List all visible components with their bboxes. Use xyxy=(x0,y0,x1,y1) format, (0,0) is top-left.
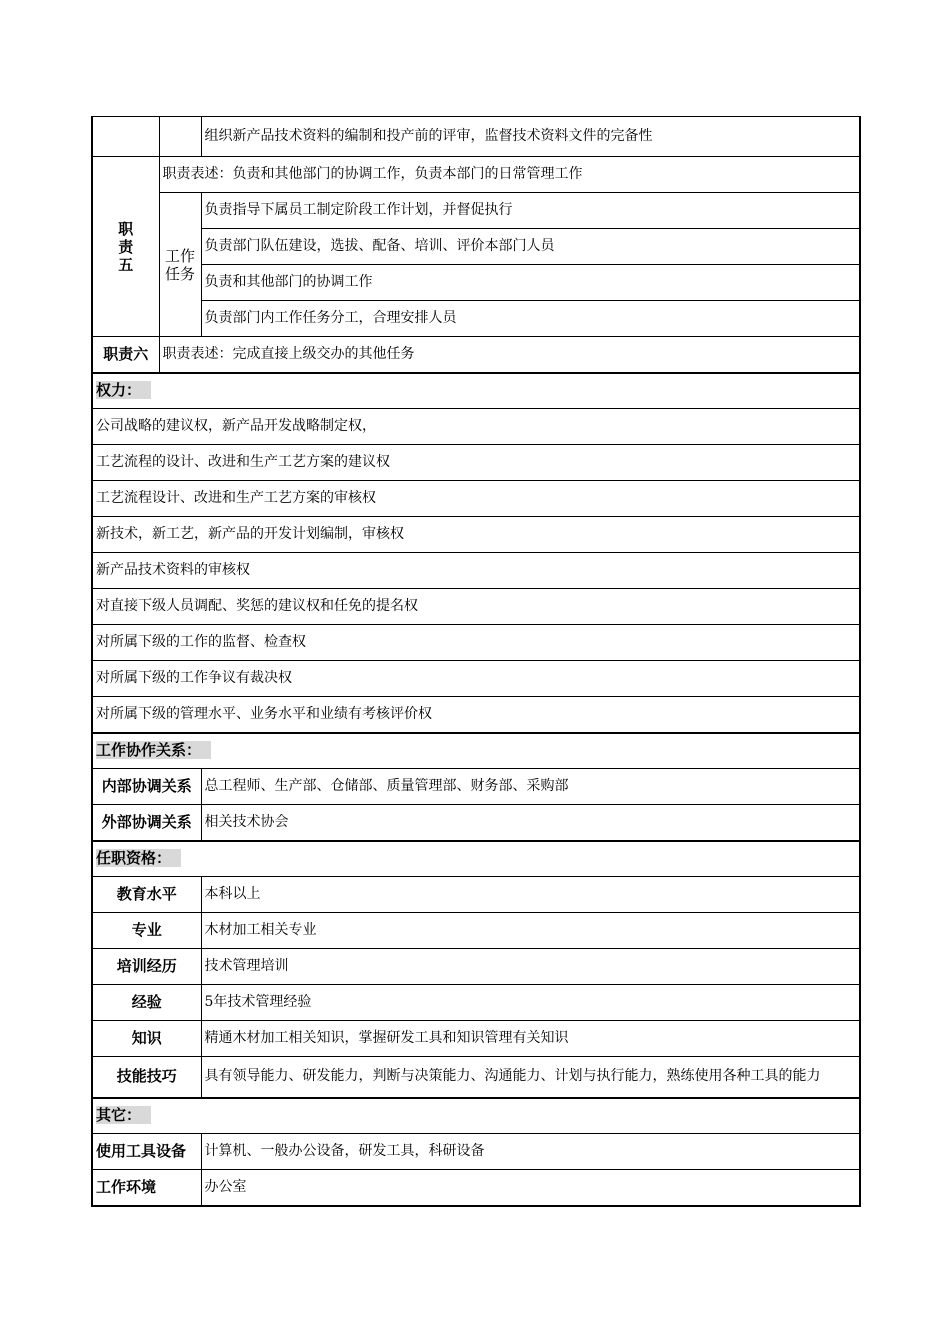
others-title: 其它： xyxy=(96,1106,151,1124)
duty5-desc-row xyxy=(92,157,860,193)
duty5-label-char: 责 xyxy=(118,237,134,256)
qualification-value: 5年技术管理经验 xyxy=(201,985,860,1021)
duty5-task-item: 负责部门队伍建设，选拔、配备、培训、评价本部门人员 xyxy=(201,229,860,265)
power-row xyxy=(92,697,860,733)
qualification-label: 专业 xyxy=(92,913,201,949)
duty5-task-row xyxy=(92,301,860,337)
duty5-task-row xyxy=(92,265,860,301)
qualification-row xyxy=(92,1057,860,1098)
job-description-document xyxy=(91,116,859,1207)
power-row xyxy=(92,481,860,517)
power-item: 工艺流程的设计、改进和生产工艺方案的建议权 xyxy=(92,445,860,481)
qualification-label: 教育水平 xyxy=(92,877,201,913)
other-value: 办公室 xyxy=(201,1170,860,1206)
qualification-row xyxy=(92,949,860,985)
duty5-task-row xyxy=(92,229,860,265)
duty5-task-label xyxy=(159,193,201,337)
power-row xyxy=(92,553,860,589)
power-row xyxy=(92,589,860,625)
qualification-label: 培训经历 xyxy=(92,949,201,985)
task-label-cell xyxy=(159,117,201,157)
duty5-task-item: 负责和其他部门的协调工作 xyxy=(201,265,860,301)
duty-continuation-row xyxy=(92,117,860,157)
powers-title: 权力： xyxy=(96,381,151,399)
job-description-table xyxy=(91,116,861,1207)
duty5-description: 职责表述：负责和其他部门的协调工作，负责本部门的日常管理工作 xyxy=(159,157,860,193)
other-label: 使用工具设备 xyxy=(92,1134,201,1170)
power-row xyxy=(92,409,860,445)
power-item: 公司战略的建议权，新产品开发战略制定权， xyxy=(92,409,860,445)
other-row xyxy=(92,1170,860,1206)
power-item: 新产品技术资料的审核权 xyxy=(92,553,860,589)
power-row xyxy=(92,445,860,481)
power-item: 对所属下级的管理水平、业务水平和业绩有考核评价权 xyxy=(92,697,860,733)
power-item: 对直接下级人员调配、奖惩的建议权和任免的提名权 xyxy=(92,589,860,625)
duty5-label xyxy=(92,157,159,337)
qualifications-title: 任职资格： xyxy=(96,849,181,867)
duty6-description: 职责表述：完成直接上级交办的其他任务 xyxy=(159,337,860,373)
other-row xyxy=(92,1134,860,1170)
power-item: 新技术，新工艺，新产品的开发计划编制，审核权 xyxy=(92,517,860,553)
duty6-label: 职责六 xyxy=(92,337,159,373)
duty6-row xyxy=(92,337,860,373)
power-row xyxy=(92,661,860,697)
relation-label: 外部协调关系 xyxy=(92,805,201,841)
qualification-row xyxy=(92,1021,860,1057)
relation-value: 总工程师、生产部、仓储部、质量管理部、财务部、采购部 xyxy=(201,769,860,805)
qualification-value: 本科以上 xyxy=(201,877,860,913)
powers-section-header xyxy=(92,373,860,409)
power-item: 对所属下级的工作争议有裁决权 xyxy=(92,661,860,697)
duty5-label-char: 职 xyxy=(118,219,134,238)
qualification-row xyxy=(92,913,860,949)
qualification-label: 知识 xyxy=(92,1021,201,1057)
qualification-label: 经验 xyxy=(92,985,201,1021)
power-row xyxy=(92,625,860,661)
qualification-row xyxy=(92,877,860,913)
qualifications-section-header xyxy=(92,841,860,877)
power-row xyxy=(92,517,860,553)
duty5-label-char: 五 xyxy=(118,255,134,274)
relation-value: 相关技术协会 xyxy=(201,805,860,841)
relation-label: 内部协调关系 xyxy=(92,769,201,805)
relation-row xyxy=(92,769,860,805)
duty5-task-row xyxy=(92,193,860,229)
qualification-value: 技术管理培训 xyxy=(201,949,860,985)
qualification-label: 技能技巧 xyxy=(92,1057,201,1098)
other-label: 工作环境 xyxy=(92,1170,201,1206)
relation-row xyxy=(92,805,860,841)
duty5-task-item: 负责指导下属员工制定阶段工作计划，并督促执行 xyxy=(201,193,860,229)
duty-label-cell xyxy=(92,117,159,157)
task-label-line: 任务 xyxy=(164,264,195,283)
relations-title: 工作协作关系： xyxy=(96,741,211,759)
qualification-value: 精通木材加工相关知识，掌握研发工具和知识管理有关知识 xyxy=(201,1021,860,1057)
other-value: 计算机、一般办公设备，研发工具，科研设备 xyxy=(201,1134,860,1170)
duty5-task-item: 负责部门内工作任务分工，合理安排人员 xyxy=(201,301,860,337)
others-section-header xyxy=(92,1098,860,1134)
qualification-value: 具有领导能力、研发能力，判断与决策能力、沟通能力、计划与执行能力，熟练使用各种工具的能力 xyxy=(201,1057,860,1098)
power-item: 对所属下级的工作的监督、检查权 xyxy=(92,625,860,661)
duty-continuation-text: 组织新产品技术资料的编制和投产前的评审，监督技术资料文件的完备性 xyxy=(201,117,860,157)
qualification-row xyxy=(92,985,860,1021)
task-label-line: 工作 xyxy=(164,246,195,265)
power-item: 工艺流程设计、改进和生产工艺方案的审核权 xyxy=(92,481,860,517)
relations-section-header xyxy=(92,733,860,769)
qualification-value: 木材加工相关专业 xyxy=(201,913,860,949)
